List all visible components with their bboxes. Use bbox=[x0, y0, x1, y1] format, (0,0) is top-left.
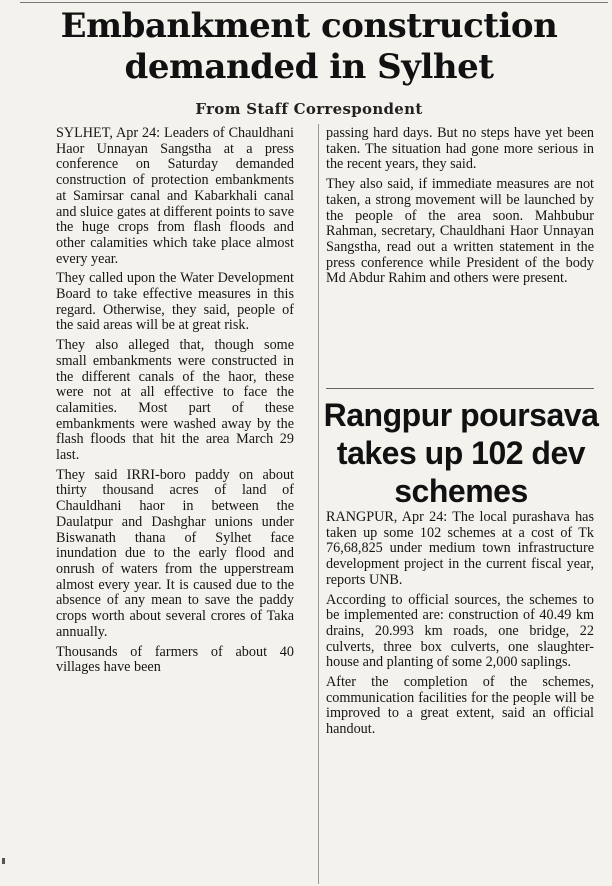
brief-paragraph: RANGPUR, Apr 24: The local purashava has taken up some 102 schemes at a cost of Tk 76,68,825 under medium town infrastructure development project in the current fiscal year, reports UNB. bbox=[326, 509, 594, 588]
brief-column bbox=[326, 510, 594, 742]
brief-headline: Rangpur poursava takes up 102 dev schemes bbox=[323, 397, 599, 509]
article-paragraph: SYLHET, Apr 24: Leaders of Chauldhani Haor Unnayan Sangstha at a press conference on Saturday demanded construction of protection embankments at Samirsar canal and Kabarkhali canal and sluice gates at different points to save the huge crops from flash floods and other calamities which take place almost every year. bbox=[56, 125, 294, 267]
top-rule bbox=[20, 2, 608, 3]
article-column-right bbox=[326, 126, 594, 291]
article-column-left bbox=[56, 126, 294, 680]
article-paragraph: passing hard days. But no steps have yet been taken. The situation had gone more serious in the recent years, they said. bbox=[326, 125, 594, 173]
main-headline: Embankment construction demanded in Sylhet bbox=[60, 6, 558, 87]
article-paragraph: Thousands of farmers of about 40 villages have been bbox=[56, 643, 294, 676]
brief-paragraph: After the completion of the schemes, communication facilities for the people will be improved to a great extent, said an official handout. bbox=[326, 674, 594, 738]
brief-paragraph: According to official sources, the schemes to be implemented are: construction of 40.49 km drains, 20.993 km roads, one bridge, 22 culverts, three box culverts, one slaughter-house and planting of some 2,000 saplings. bbox=[326, 591, 594, 671]
column-divider bbox=[318, 124, 319, 884]
byline: From Staff Correspondent bbox=[195, 100, 423, 118]
section-rule bbox=[326, 388, 594, 389]
article-paragraph: They called upon the Water Development Board to take effective measures in this regard. Otherwise, they said, people of the said areas will be at great risk. bbox=[56, 270, 294, 334]
article-paragraph: They also alleged that, though some small embankments were constructed in the different canals of the haor, these were not at all effective to face the calamities. Most part of these embankments were washed away by the flash floods that hit the area March 29 last. bbox=[56, 337, 294, 464]
article-paragraph: They said IRRI-boro paddy on about thirty thousand acres of land of Chauldhani haor in between the Daulatpur and Dashghar unions under Biswanath thana of Sylhet face inundation due to the early flood and onrush of waters from the upperstream almost every year. It is caused due to the absence of any mean to save the paddy crops worth about several crores of Taka annually. bbox=[56, 466, 294, 640]
scan-edge-mark bbox=[2, 858, 5, 864]
article-paragraph: They also said, if immediate measures are not taken, a strong movement will be launched by the people of the area soon. Mahbubur Rahman, secretary, Chauldhani Haor Unnayan Sangstha, read out a written statement in the press conference while President of the body Md Abdur Rahim and others were present. bbox=[326, 176, 594, 287]
